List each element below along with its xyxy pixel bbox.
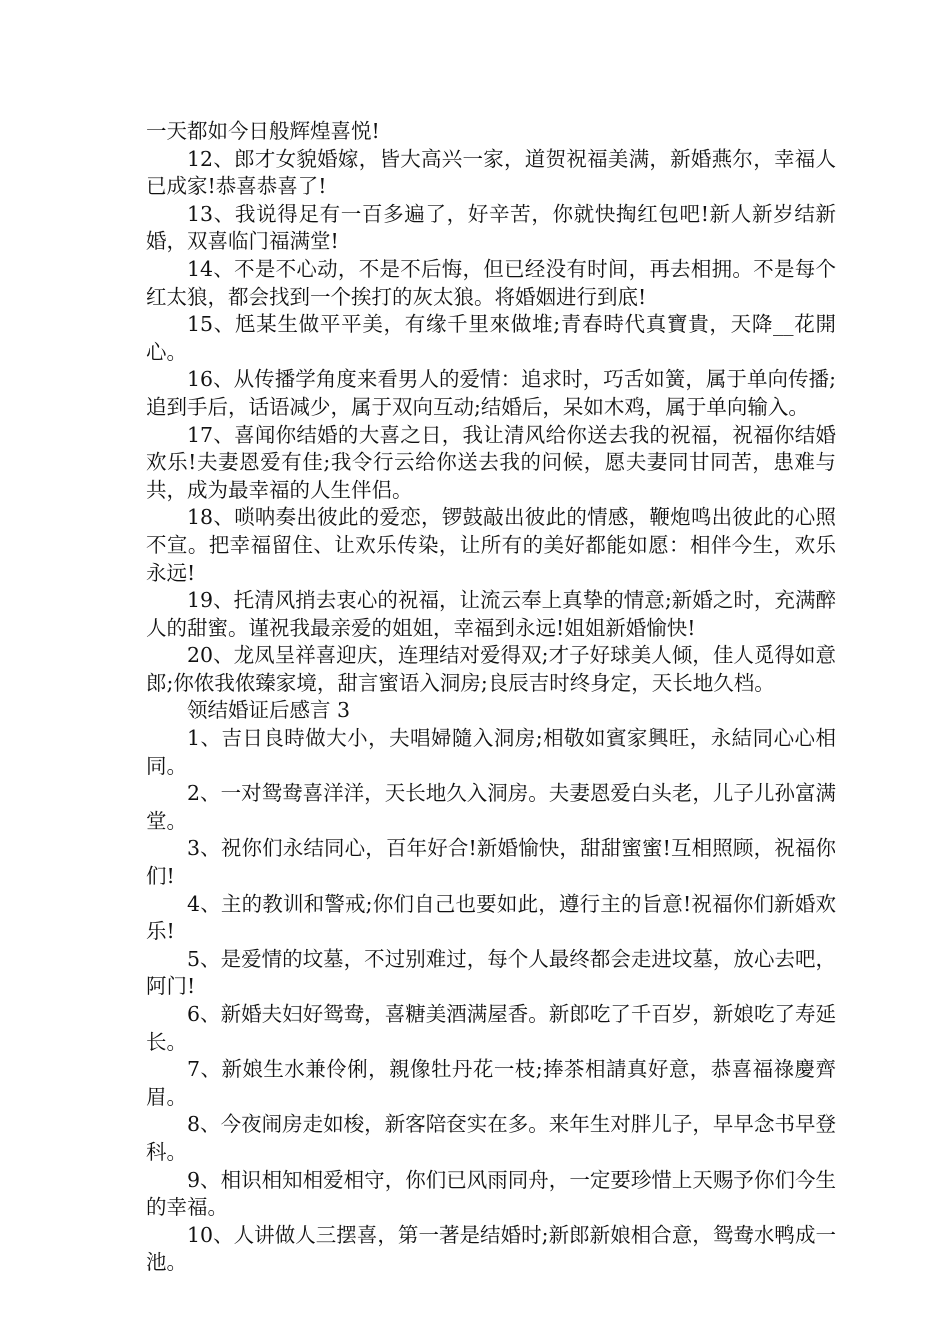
paragraph-item-8: 8、今夜闹房走如梭，新客陪奁实在多。来年生对胖儿子，早早念书早登科。 bbox=[146, 1112, 836, 1164]
paragraph-item-6: 6、新婚夫妇好鸳鸯，喜糖美酒满屋香。新郎吃了千百岁，新娘吃了寿延长。 bbox=[146, 1002, 836, 1054]
paragraph-item-3: 3、祝你们永结同心，百年好合!新婚愉快，甜甜蜜蜜!互相照顾，祝福你们! bbox=[146, 836, 836, 889]
paragraph-item-18: 18、唢呐奏出彼此的爱恋，锣鼓敲出彼此的情感，鞭炮鸣出彼此的心照不宣。把幸福留住、让欢乐传染，让所有的美好都能如愿：相伴今生，欢乐永远! bbox=[146, 505, 836, 585]
paragraph-item-16: 16、从传播学角度来看男人的爱情：追求时，巧舌如簧，属于单向传播;追到手后，话语减少，属于双向互动;结婚后，呆如木鸡，属于单向输入。 bbox=[146, 367, 836, 419]
paragraph-item-5: 5、是爱情的坟墓，不过别难过，每个人最终都会走进坟墓，放心去吧，阿门! bbox=[146, 946, 836, 999]
paragraph-item-19: 19、托清风捎去衷心的祝福，让流云奉上真挚的情意;新婚之时，充满醉人的甜蜜。谨祝我最亲爱的姐姐，幸福到永远!姐姐新婚愉快! bbox=[146, 588, 836, 640]
paragraph-item-20: 20、龙凤呈祥喜迎庆，连理结对爱得双;才子好球美人倾，佳人觅得如意郎;你侬我侬臻家境，甜言蜜语入洞房;良辰吉时终身定，天长地久档。 bbox=[146, 643, 836, 695]
paragraph-item-15: 15、尪某生做平平美，有缘千里來做堆;青春時代真寶貴，天降__花開心。 bbox=[146, 312, 836, 364]
paragraph-item-17: 17、喜闻你结婚的大喜之日，我让清风给你送去我的祝福，祝福你结婚欢乐!夫妻恩爱有佳;我令行云给你送去我的问候，愿夫妻同甘同苦，患难与共，成为最幸福的人生伴侣。 bbox=[146, 422, 836, 502]
paragraph: 一天都如今日般辉煌喜悦! bbox=[146, 119, 380, 143]
document-page bbox=[146, 118, 836, 1277]
paragraph-item-14: 14、不是不心动，不是不后悔，但已经没有时间，再去相拥。不是每个红太狼，都会找到一个挨打的灰太狼。将婚姻进行到底! bbox=[146, 256, 836, 309]
paragraph-item-10: 10、人讲做人三摆喜，第一著是结婚时;新郎新娘相合意，鸳鸯水鸭成一池。 bbox=[146, 1222, 836, 1275]
paragraph-item-1: 1、吉日良時做大小，夫唱婦隨入洞房;相敬如賓家興旺，永結同心心相同。 bbox=[146, 726, 836, 778]
section-heading: 领结婚证后感言 3 bbox=[187, 698, 351, 723]
paragraph-item-4: 4、主的教训和警戒;你们自己也要如此，遵行主的旨意!祝福你们新婚欢乐! bbox=[146, 891, 836, 944]
paragraph-item-12: 12、郎才女貌婚嫁，皆大高兴一家，道贺祝福美满，新婚燕尔，幸福人已成家!恭喜恭喜了! bbox=[146, 146, 836, 199]
paragraph-item-7: 7、新娘生水兼伶俐，親像牡丹花一枝;捧茶相請真好意，恭喜福祿慶齊眉。 bbox=[146, 1057, 836, 1109]
paragraph-item-13: 13、我说得足有一百多遍了，好辛苦，你就快掏红包吧!新人新岁结新婚，双喜临门福满堂! bbox=[146, 201, 836, 254]
paragraph-item-9: 9、相识相知相爱相守，你们已风雨同舟，一定要珍惜上天赐予你们今生的幸福。 bbox=[146, 1167, 836, 1220]
paragraph-item-2: 2、一对鸳鸯喜洋洋，天长地久入洞房。夫妻恩爱白头老，儿子儿孙富满堂。 bbox=[146, 781, 836, 833]
